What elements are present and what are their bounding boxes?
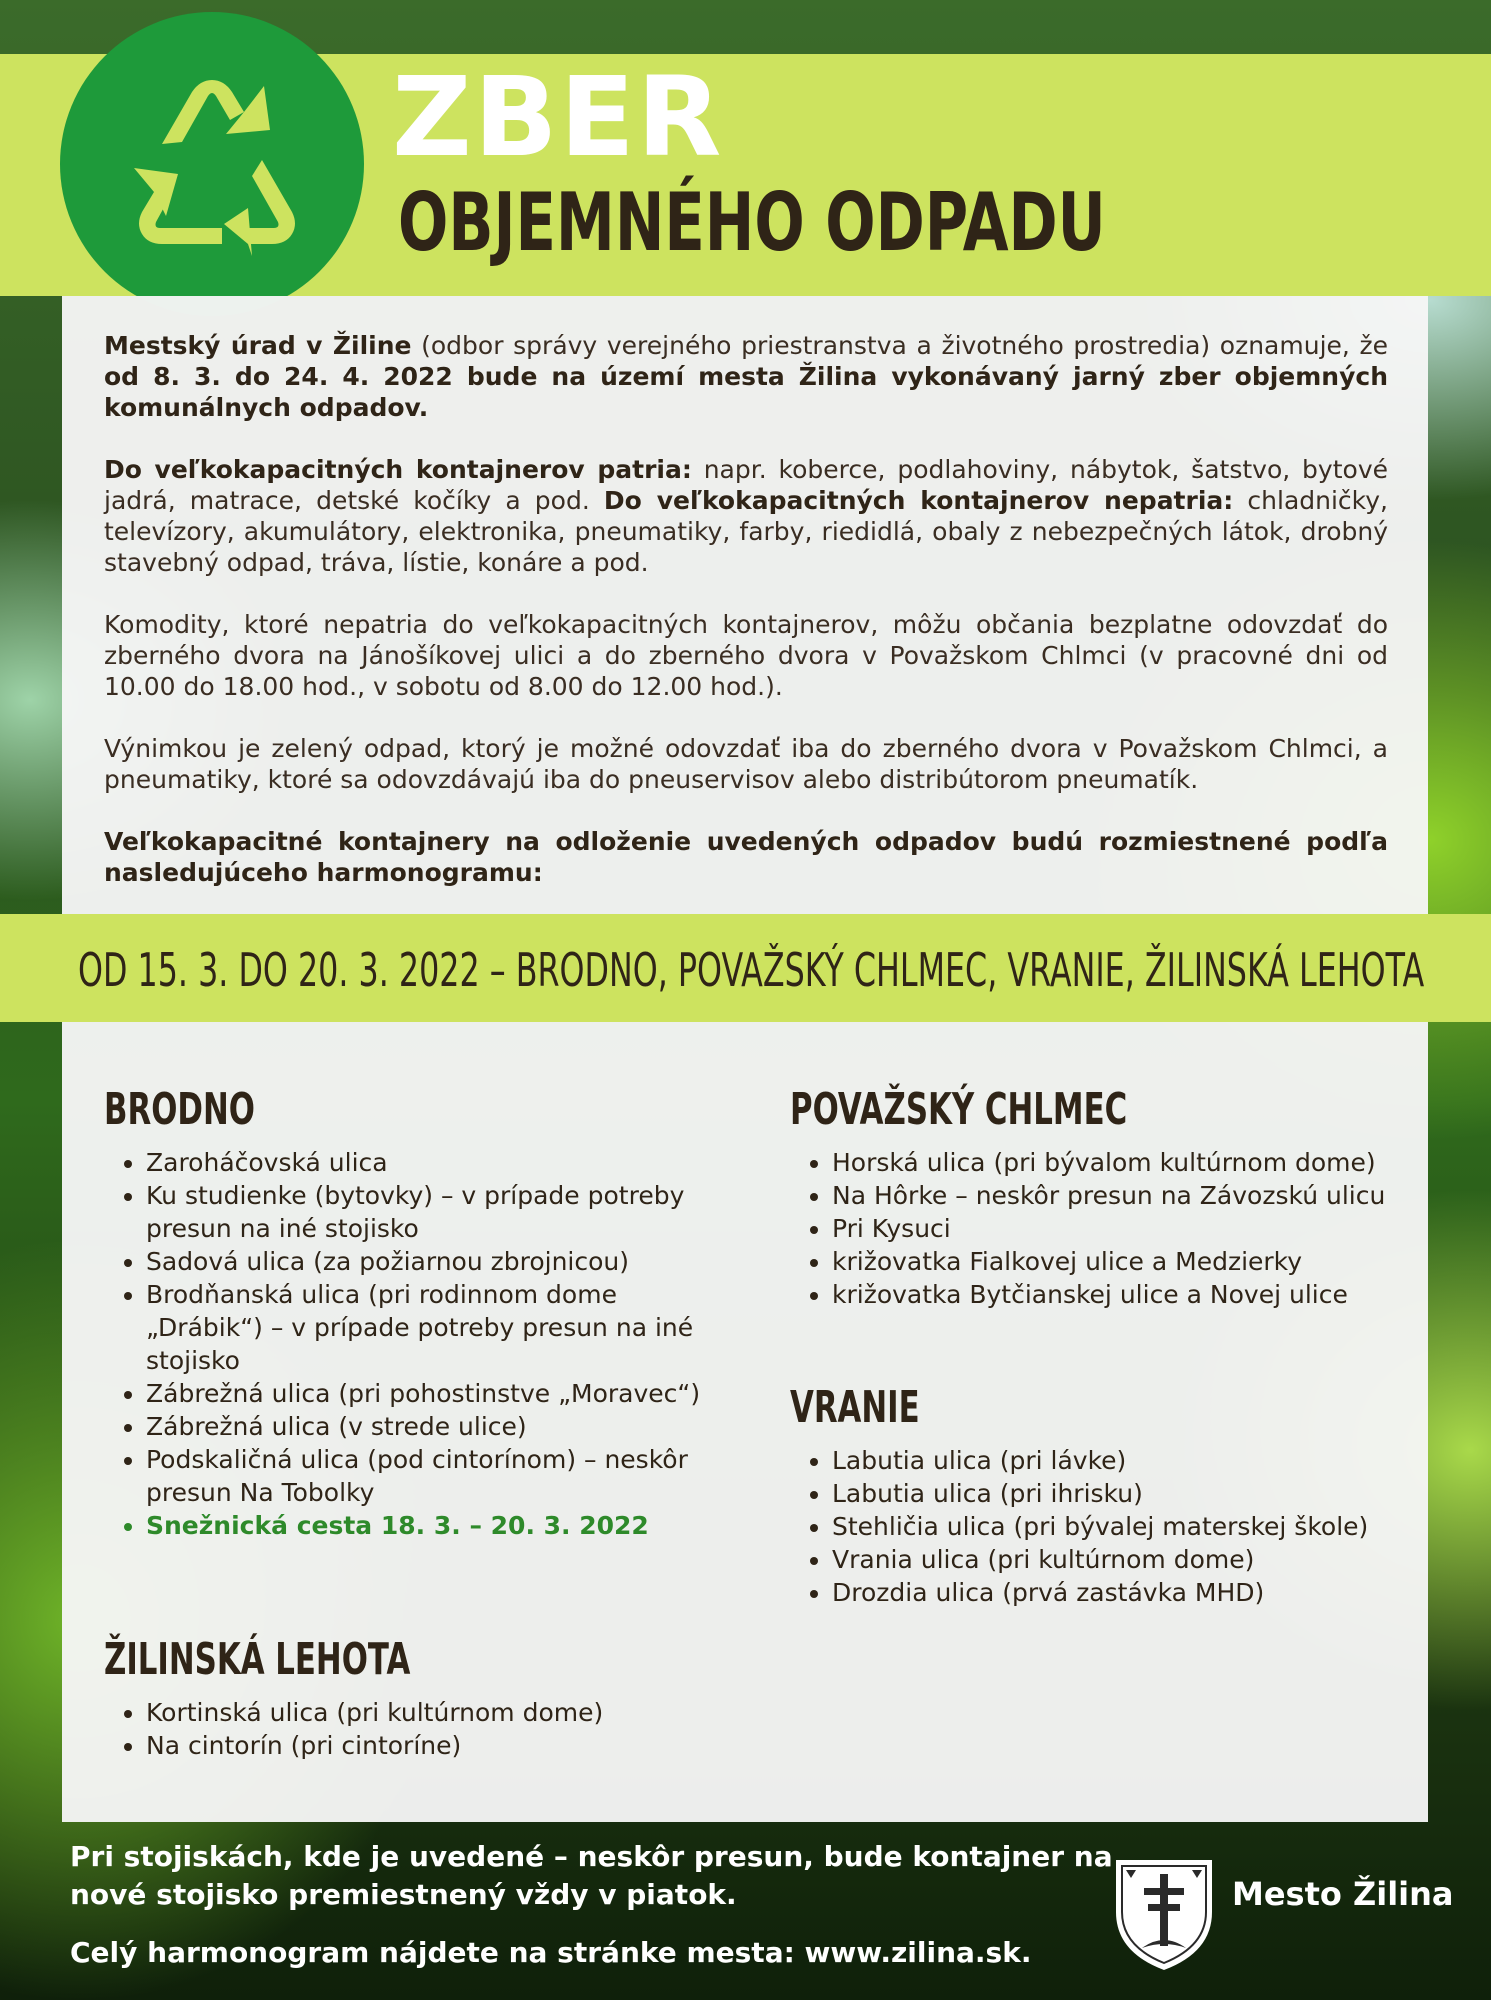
list-item: • Sadová ulica (za požiarnou zbrojnicou)	[146, 1245, 704, 1278]
list-item: • Stehličia ulica (pri bývalej materskej škole)	[832, 1510, 1410, 1543]
list-zilinska-lehota	[104, 1696, 724, 1762]
recycle-logo	[60, 12, 364, 316]
list-item: • Ku studienke (bytovky) – v prípade potreby presun na iné stojisko	[146, 1179, 704, 1245]
schedule-date-heading: OD 15. 3. DO 20. 3. 2022 – BRODNO, POVAŽSKÝ CHLMEC, VRANIE, ŽILINSKÁ LEHOTA	[78, 943, 1425, 997]
list-povazsky-chlmec	[790, 1146, 1410, 1311]
list-vranie	[790, 1444, 1410, 1609]
title-subtitle: OBJEMNÉHO ODPADU	[398, 176, 1106, 269]
list-item: • Zábrežná ulica (pri pohostinstve „Moravec“)	[146, 1377, 704, 1410]
list-item: • Brodňanská ulica (pri rodinnom dome „Drábik“) – v prípade potreby presun na iné stojisko	[146, 1278, 704, 1377]
title-main: ZBER	[392, 53, 724, 181]
section-zilinska-lehota	[104, 1634, 724, 1762]
list-item: • Na cintorín (pri cintoríne)	[146, 1729, 724, 1762]
footer-note-line-2: nové stojisko premiestnený vždy v piatok.	[70, 1878, 737, 1911]
recycle-icon	[104, 56, 320, 272]
list-item: • Pri Kysuci	[832, 1212, 1410, 1245]
list-item: • Drozdia ulica (prvá zastávka MHD)	[832, 1576, 1410, 1609]
list-brodno	[104, 1146, 704, 1542]
section-title-zilinska-lehota: ŽILINSKÁ LEHOTA	[104, 1634, 411, 1685]
intro-p1-dates: od 8. 3. do 24. 4. 2022 bude na území mesta Žilina vykonávaný jarný zber objemných komunálnych odpadov.	[104, 362, 1388, 422]
list-item: • Na Hôrke – neskôr presun na Závozskú ulicu	[832, 1179, 1410, 1212]
list-item: • križovatka Fialkovej ulice a Medzierky	[832, 1245, 1410, 1278]
section-title-vranie: VRANIE	[790, 1382, 920, 1433]
list-item: • Zábrežná ulica (v strede ulice)	[146, 1410, 704, 1443]
list-item: • Kortinská ulica (pri kultúrnom dome)	[146, 1696, 724, 1729]
intro-paragraph-4: Výnimkou je zelený odpad, ktorý je možné odovzdať iba do zberného dvora v Považskom Chlmci, a pneumatiky, ktoré sa odovzdávajú iba do pneuservisov alebo distribútorom pneumatík.	[104, 734, 1388, 794]
list-item: • Zaroháčovská ulica	[146, 1146, 704, 1179]
intro-paragraph-2	[104, 454, 1388, 578]
intro-paragraph-3: Komodity, ktoré nepatria do veľkokapacitných kontajnerov, môžu občania bezplatne odovzdať do zberného dvora na Jánošíkovej ulici a do zberného dvora v Považskom Chlmci (v pracovné dni od 10.00 do 18.00 hod., v sobotu od 8.00 do 12.00 hod.).	[104, 610, 1388, 701]
section-povazsky-chlmec	[790, 1084, 1410, 1311]
list-item: • Labutia ulica (pri lávke)	[832, 1444, 1410, 1477]
section-title-brodno: BRODNO	[104, 1084, 255, 1135]
intro-p2-bold2: Do veľkokapacitných kontajnerov nepatria:	[603, 486, 1234, 515]
list-item: • Vrania ulica (pri kultúrnom dome)	[832, 1543, 1410, 1576]
intro-p1-text: (odbor správy verejného priestranstva a životného prostredia) oznamuje, že	[411, 331, 1389, 360]
section-brodno	[104, 1084, 704, 1542]
section-vranie	[790, 1382, 1410, 1609]
footer-website-line: Celý harmonogram nájdete na stránke mesta: www.zilina.sk.	[70, 1936, 1032, 1969]
intro-p1-bold: Mestský úrad v Žiline	[104, 331, 412, 360]
list-item-highlight: • Snežnická cesta 18. 3. – 20. 3. 2022	[146, 1509, 704, 1542]
city-coat-of-arms-icon	[1112, 1856, 1216, 1978]
intro-text	[104, 330, 1388, 919]
city-name: Mesto Žilina	[1232, 1875, 1454, 1913]
intro-p2-bold: Do veľkokapacitných kontajnerov patria:	[104, 455, 692, 484]
intro-paragraph-1	[104, 330, 1388, 423]
section-title-povazsky-chlmec: POVAŽSKÝ CHLMEC	[790, 1084, 1128, 1135]
intro-p2-text: napr. koberce, podlahoviny, nábytok, šatstvo, bytové jadrá, matrace, detské kočíky a pod.	[104, 455, 1388, 515]
list-item: • križovatka Bytčianskej ulice a Novej ulice	[832, 1278, 1410, 1311]
list-item: • Labutia ulica (pri ihrisku)	[832, 1477, 1410, 1510]
intro-p5-bold: Veľkokapacitné kontajnery na odloženie uvedených odpadov budú rozmiestnené podľa nasledujúceho harmonogramu:	[104, 827, 1388, 887]
intro-paragraph-5	[104, 826, 1388, 888]
list-item: • Podskaličná ulica (pod cintorínom) – neskôr presun Na Tobolky	[146, 1443, 704, 1509]
footer-note-line-1: Pri stojiskách, kde je uvedené – neskôr presun, bude kontajner na	[70, 1840, 1113, 1873]
list-item: • Horská ulica (pri bývalom kultúrnom dome)	[832, 1146, 1410, 1179]
intro-p2-text2: chladničky, televízory, akumulátory, elektronika, pneumatiky, farby, riedidlá, obaly z nebezpečných látok, drobný stavebný odpad, tráva, lístie, konáre a pod.	[104, 486, 1388, 577]
